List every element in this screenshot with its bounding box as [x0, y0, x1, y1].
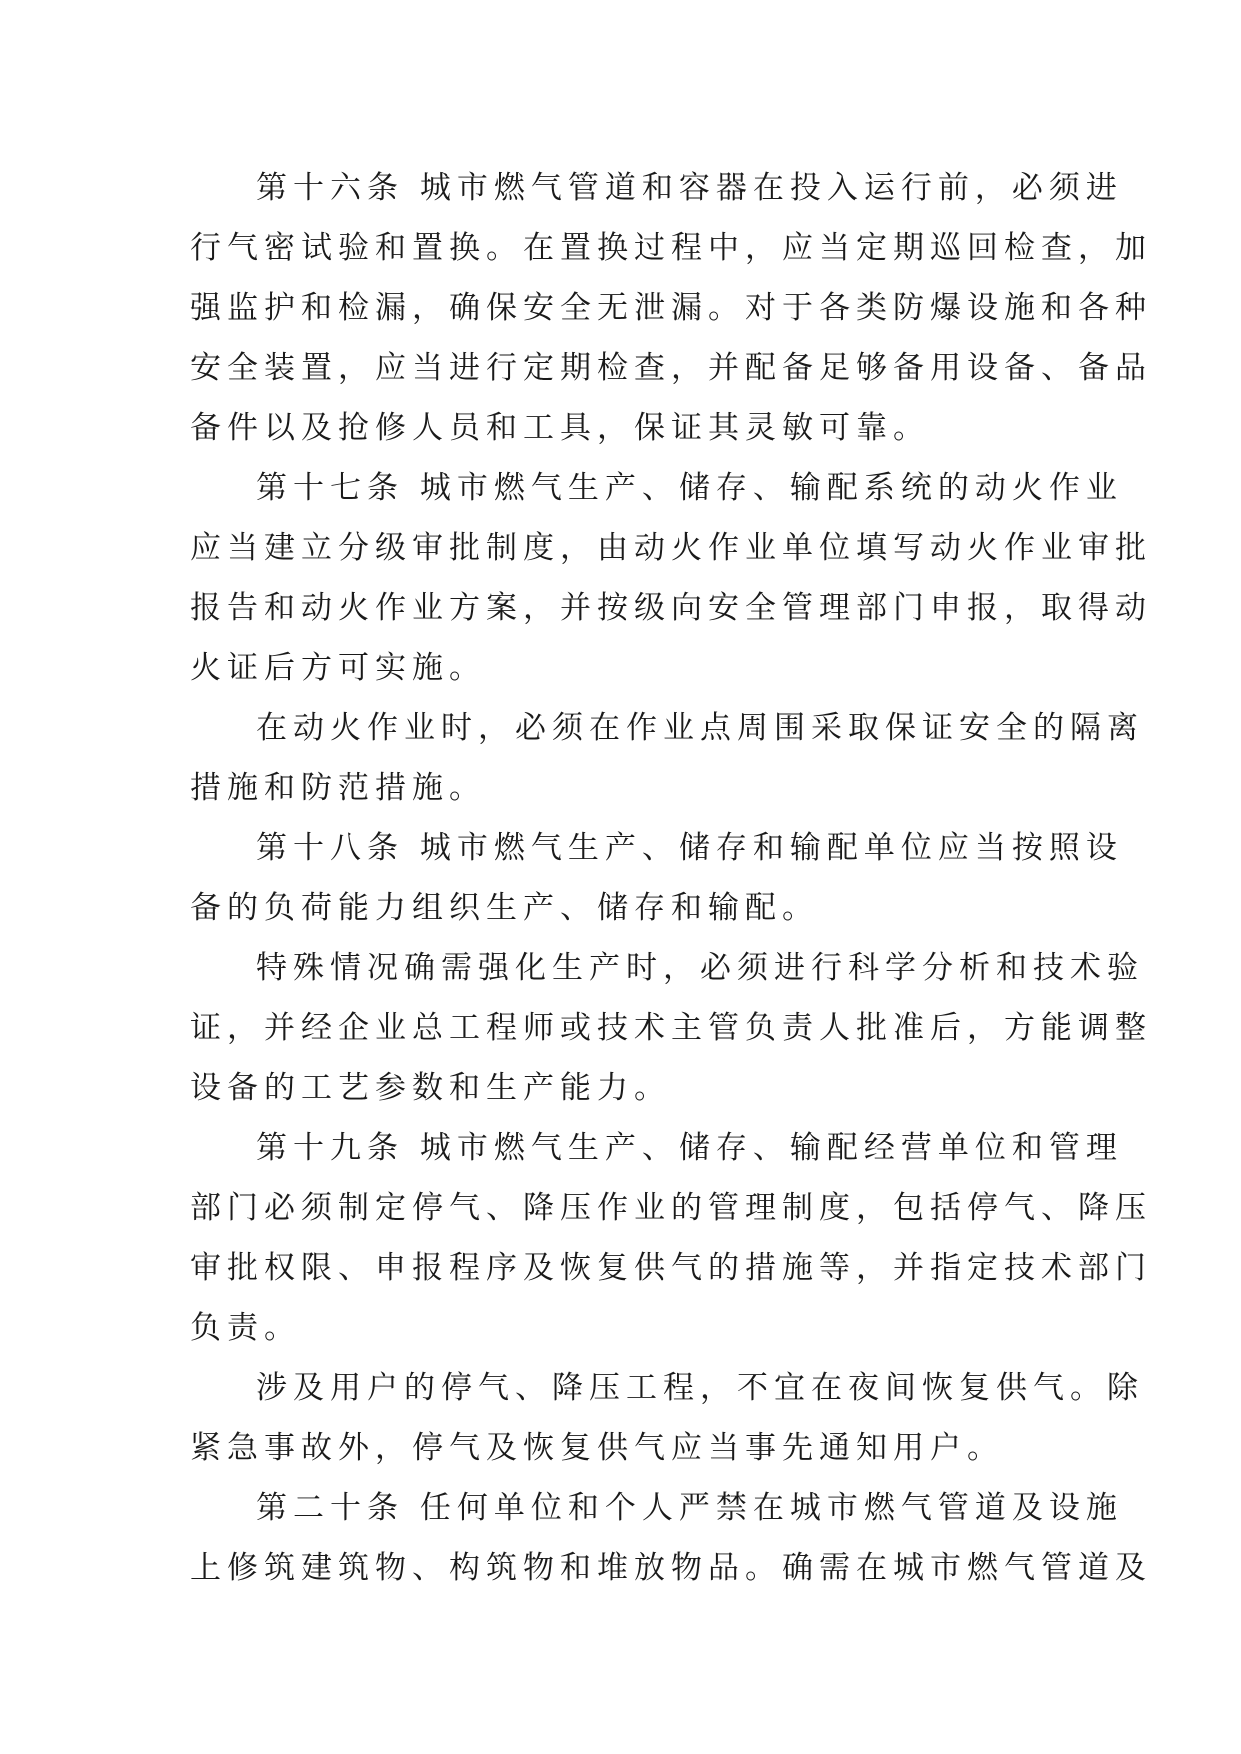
- text-line: 安全装置，应当进行定期检查，并配备足够备用设备、备品: [190, 350, 1152, 386]
- text-line: 应当建立分级审批制度，由动火作业单位填写动火作业审批: [190, 530, 1152, 566]
- text-line: 部门必须制定停气、降压作业的管理制度，包括停气、降压: [190, 1190, 1152, 1226]
- text-line: 涉及用户的停气、降压工程，不宜在夜间恢复供气。除: [256, 1370, 1144, 1406]
- text-line: 设备的工艺参数和生产能力。: [190, 1070, 671, 1106]
- text-line: 火证后方可实施。: [190, 650, 486, 686]
- text-line: 审批权限、申报程序及恢复供气的措施等，并指定技术部门: [190, 1250, 1152, 1286]
- text-line: 备件以及抢修人员和工具，保证其灵敏可靠。: [190, 410, 930, 446]
- text-line: 行气密试验和置换。在置换过程中，应当定期巡回检查，加: [190, 230, 1152, 266]
- text-line: 证，并经企业总工程师或技术主管负责人批准后，方能调整: [190, 1010, 1152, 1046]
- text-line: 强监护和检漏，确保安全无泄漏。对于各类防爆设施和各种: [190, 290, 1152, 326]
- text-line: 报告和动火作业方案，并按级向安全管理部门申报，取得动: [190, 590, 1152, 626]
- text-line: 上修筑建筑物、构筑物和堆放物品。确需在城市燃气管道及: [190, 1550, 1152, 1586]
- text-line: 第二十条 任何单位和个人严禁在城市燃气管道及设施: [256, 1490, 1123, 1526]
- text-line: 备的负荷能力组织生产、储存和输配。: [190, 890, 819, 926]
- text-line: 特殊情况确需强化生产时，必须进行科学分析和技术验: [256, 950, 1144, 986]
- text-line: 第十九条 城市燃气生产、储存、输配经营单位和管理: [256, 1130, 1123, 1166]
- document-body: [190, 158, 1152, 1598]
- text-line: 第十七条 城市燃气生产、储存、输配系统的动火作业: [256, 470, 1123, 506]
- text-line: 第十八条 城市燃气生产、储存和输配单位应当按照设: [256, 830, 1123, 866]
- text-line: 负责。: [190, 1310, 301, 1346]
- text-line: 第十六条 城市燃气管道和容器在投入运行前，必须进: [256, 170, 1123, 206]
- text-line: 措施和防范措施。: [190, 770, 486, 806]
- text-line: 紧急事故外，停气及恢复供气应当事先通知用户。: [190, 1430, 1004, 1466]
- text-line: 在动火作业时，必须在作业点周围采取保证安全的隔离: [256, 710, 1144, 746]
